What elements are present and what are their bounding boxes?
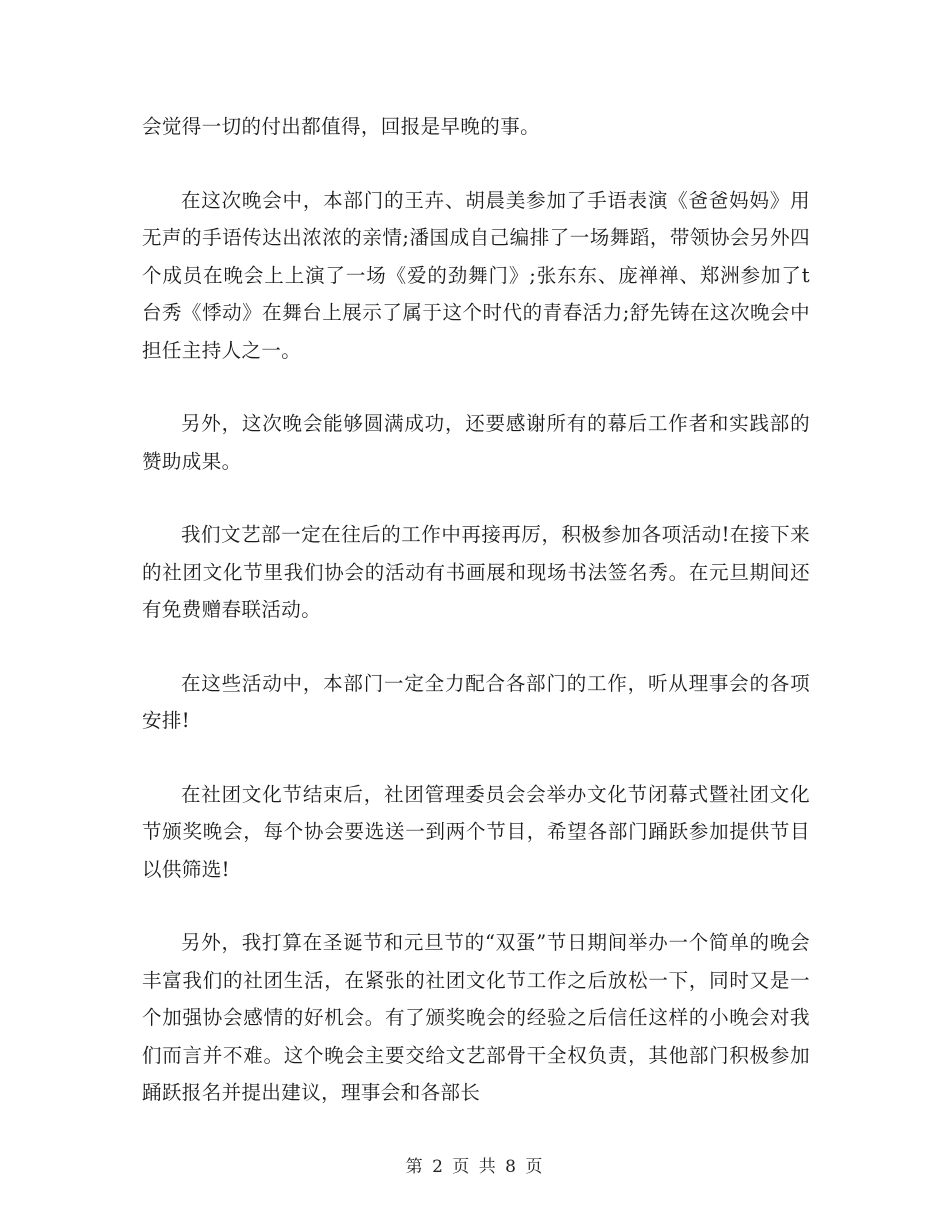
paragraph-4: 我们文艺部一定在往后的工作中再接再厉，积极参加各项活动!在接下来的社团文化节里我们协会的活动有书画展和现场书法签名秀。在元旦期间还有免费赠春联活动。 — [142, 523, 810, 621]
paragraph-5: 在这些活动中，本部门一定全力配合各部门的工作，听从理事会的各项安排! — [142, 671, 810, 732]
paragraph-6: 在社团文化节结束后，社团管理委员会会举办文化节闭幕式暨社团文化节颁奖晚会，每个协会要选送一到两个节目，希望各部门踊跃参加提供节目以供筛选! — [142, 782, 810, 881]
paragraph-3: 另外，这次晚会能够圆满成功，还要感谢所有的幕后工作者和实践部的赞助成果。 — [142, 412, 810, 473]
paragraph-7: 另外，我打算在圣诞节和元旦节的“双蛋”节日期间举办一个简单的晚会丰富我们的社团生活，在紧张的社团文化节工作之后放松一下，同时又是一个加强协会感情的好机会。有了颁奖晚会的经验之后信任这样的小晚会对我们而言并不难。这个晚会主要交给文艺部骨干全权负责，其他部门积极参加踊跃报名并提出建议，理事会和各部长 — [142, 931, 810, 1104]
paragraph-1: 会觉得一切的付出都值得，回报是早晚的事。 — [142, 115, 541, 138]
page-number-footer: 第 2 页 共 8 页 — [405, 1157, 545, 1177]
document-body — [142, 108, 810, 1148]
paragraph-2: 在这次晚会中，本部门的王卉、胡晨美参加了手语表演《爸爸妈妈》用无声的手语传达出浓浓的亲情;潘国成自己编排了一场舞蹈，带领协会另外四个成员在晚会上上演了一场《爱的劲舞门》;张东东、庞禅禅、郑洲参加了t台秀《悸动》在舞台上展示了属于这个时代的青春活力;舒先铸在这次晚会中担任主持人之一。 — [142, 188, 810, 362]
